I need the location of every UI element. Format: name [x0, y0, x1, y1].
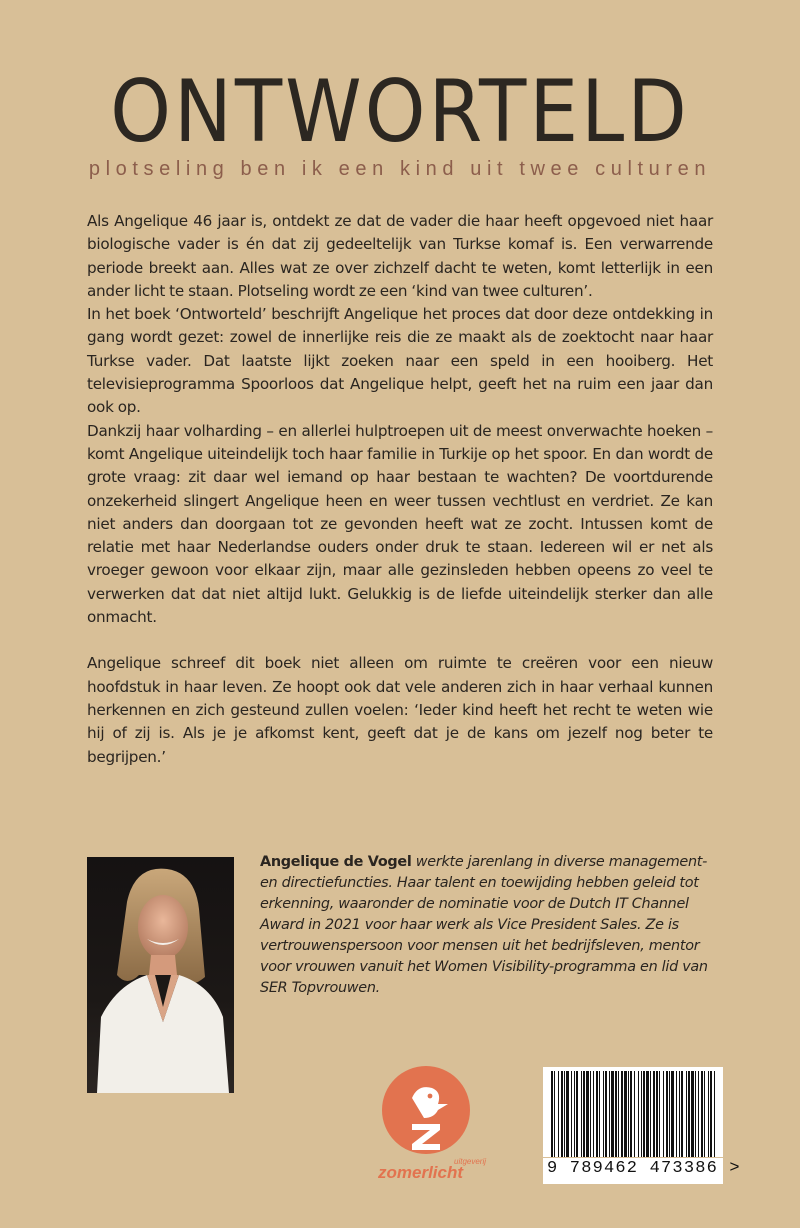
blurb-paragraph-1: Als Angelique 46 jaar is, ontdekt ze dat de vader die haar heeft opgevoed niet haar biologische vader is én dat zij gedeeltelijk van Turkse komaf is. Een verwarrende periode breekt aan. Alles wat ze over zichzelf dacht te weten, komt letterlijk in een ander licht te staan. Plotseling wordt ze een ‘kind van twee culturen’.	[87, 212, 713, 300]
barcode-bar	[609, 1071, 610, 1157]
publisher-name: zomerlicht	[378, 1163, 464, 1182]
barcode-bar	[593, 1071, 594, 1157]
barcode-bar	[659, 1071, 660, 1157]
barcode	[543, 1067, 723, 1157]
book-subtitle: plotseling ben ik een kind uit twee culturen	[88, 158, 712, 180]
barcode-bar	[564, 1071, 565, 1157]
barcode-bar	[558, 1071, 559, 1157]
barcode-bar	[624, 1071, 627, 1157]
blurb-text	[87, 210, 713, 769]
author-bio-text: werkte jarenlang in diverse management- en directiefuncties. Haar talent en toewijding hebben geleid tot erkenning, waaronder de nominatie voor de Dutch IT Channel Award in 2021 voor haar werk als Vice President Sales. Ze is vertrouwenspersoon voor mensen uit het bedrijfsleven, mentor voor vrouwen vanuit het Women Visibility-programma en lid van SER Topvrouwen.	[260, 854, 708, 996]
barcode-bar	[695, 1071, 696, 1157]
barcode-bar	[576, 1071, 578, 1157]
barcode-bar	[634, 1071, 635, 1157]
barcode-bar	[653, 1071, 655, 1157]
barcode-bar	[650, 1071, 651, 1157]
barcode-bar	[704, 1071, 705, 1157]
barcode-bar	[605, 1071, 607, 1157]
blurb-paragraph-3: Dankzij haar volharding – en allerlei hulptroepen uit de meest onverwachte hoeken – komt Angelique uiteindelijk toch haar familie in Turkije op het spoor. En dan wordt de grote vraag: zit daar wel iemand op haar bestaan te wachten? De voortdurende onzekerheid slingert Angelique heen en weer tussen vechtlust en verdriet. Ze kan niet anders dan doorgaan tot ze gevonden heeft wat ze zocht. Intussen komt de relatie met haar Nederlandse ouders onder druk te staan. Iedereen wil er net als vroeger gewoon voor elkaar zijn, maar alle gezinsleden hebben opeens zo veel te verwerken dat dat niet altijd lukt. Gelukkig is de liefde uiteindelijk sterker dan alle onmacht.	[87, 421, 713, 627]
barcode-bar	[698, 1071, 699, 1157]
barcode-bars	[549, 1071, 717, 1157]
barcode-bar	[691, 1071, 694, 1157]
barcode-bar	[708, 1071, 709, 1157]
publisher-logo	[372, 1062, 512, 1192]
barcode-bar	[603, 1071, 604, 1157]
barcode-bar	[686, 1071, 687, 1157]
book-title: ONTWORTELD	[110, 62, 690, 162]
barcode-bar	[714, 1071, 715, 1157]
isbn-digits: 9 789462 473386 >	[543, 1158, 723, 1184]
barcode-bar	[666, 1071, 668, 1157]
barcode-bar	[574, 1071, 575, 1157]
barcode-bar	[643, 1071, 645, 1157]
barcode-bar	[596, 1071, 598, 1157]
barcode-bar	[618, 1071, 619, 1157]
barcode-bar	[586, 1071, 589, 1157]
kingfisher-logo-icon	[372, 1062, 512, 1192]
barcode-bar	[628, 1071, 629, 1157]
barcode-bar	[583, 1071, 585, 1157]
barcode-bar	[611, 1071, 614, 1157]
barcode-bar	[551, 1071, 553, 1157]
barcode-bar	[554, 1071, 555, 1157]
barcode-bar	[641, 1071, 642, 1157]
barcode-bar	[590, 1071, 591, 1157]
barcode-bar	[561, 1071, 563, 1157]
barcode-bar	[681, 1071, 683, 1157]
author-portrait-illustration	[87, 857, 234, 1093]
barcode-bar	[581, 1071, 582, 1157]
author-photo	[87, 857, 234, 1093]
barcode-bar	[671, 1071, 674, 1157]
barcode-bar	[646, 1071, 649, 1157]
barcode-bar	[630, 1071, 632, 1157]
barcode-bar	[701, 1071, 703, 1157]
barcode-bar	[688, 1071, 690, 1157]
barcode-bar	[679, 1071, 680, 1157]
barcode-bar	[638, 1071, 639, 1157]
barcode-bar	[676, 1071, 677, 1157]
barcode-bar	[615, 1071, 617, 1157]
author-name: Angelique de Vogel	[260, 854, 412, 870]
barcode-bar	[621, 1071, 623, 1157]
barcode-bar	[599, 1071, 600, 1157]
barcode-bar	[663, 1071, 664, 1157]
barcode-bar	[566, 1071, 569, 1157]
barcode-bar	[571, 1071, 572, 1157]
publisher-tagline: uitgeverij	[454, 1157, 487, 1166]
barcode-bar	[656, 1071, 658, 1157]
blurb-paragraph-2: In het boek ‘Ontworteld’ beschrijft Angelique het proces dat door deze ontdekking in gang wordt gezet: zowel de innerlijke reis die ze maakt als de zoektocht naar haar Turkse vader. Dat laatste lijkt zoeken naar een speld in een hooiberg. Het televisieprogramma Spoorloos dat Angelique helpt, geeft het na ruim een jaar dan ook op.	[87, 305, 713, 417]
blurb-paragraph-4: Angelique schreef dit boek niet alleen om ruimte te creëren voor een nieuw hoofdstuk in haar leven. Ze hoopt ook dat vele anderen zich in haar verhaal kunnen herkennen en zich gesteund zullen voelen: ‘Ieder kind heeft het recht te weten wie hij of zij is. Als je je afkomst kent, geeft dat je de kans om jezelf nog beter te begrijpen.’	[87, 654, 713, 766]
barcode-bar	[710, 1071, 712, 1157]
author-bio	[260, 852, 714, 999]
barcode-bar	[669, 1071, 670, 1157]
